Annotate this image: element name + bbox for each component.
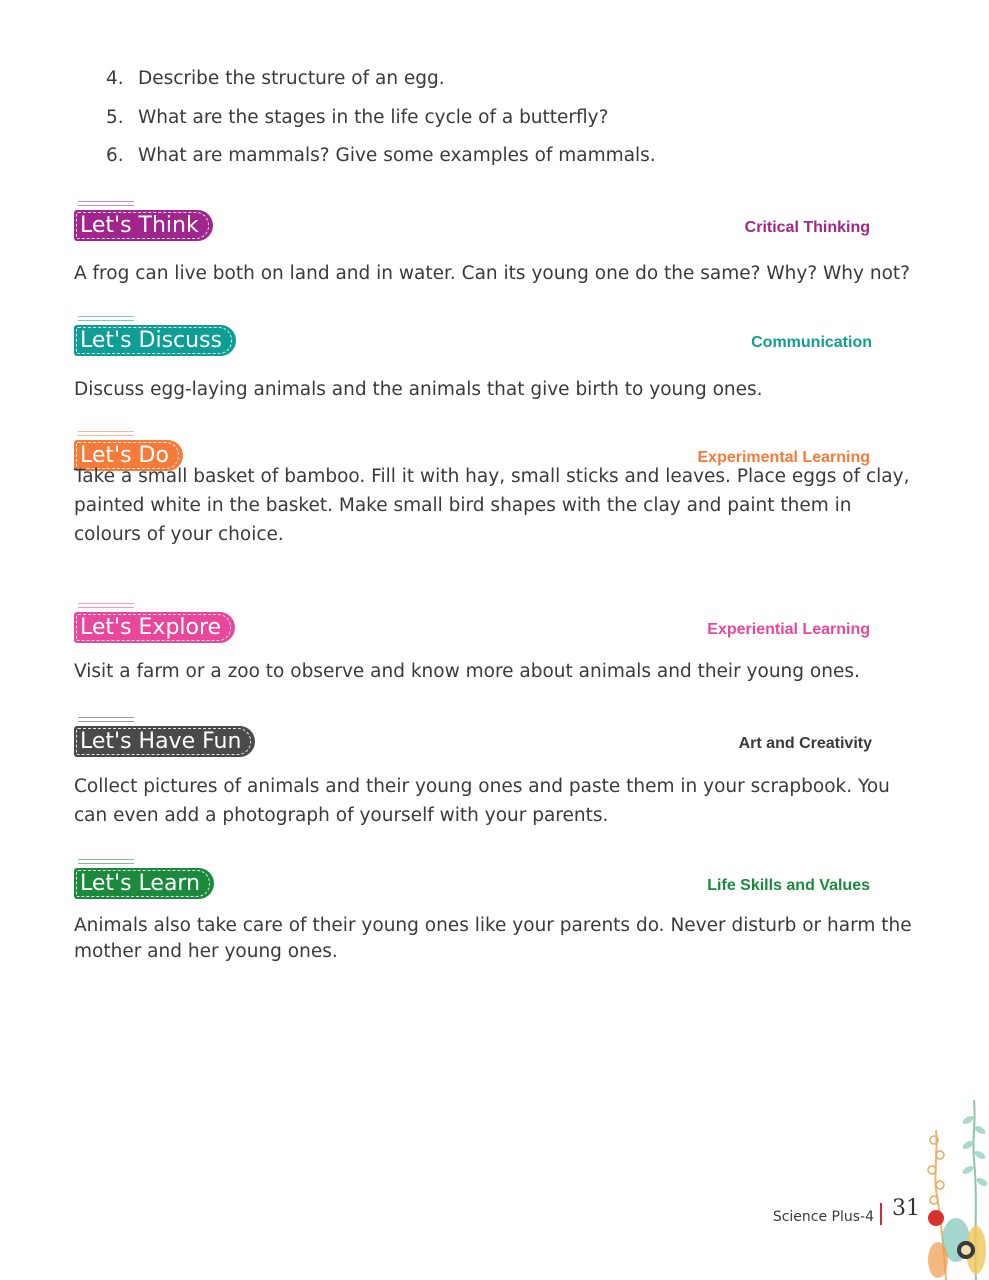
skill-label: Art and Creativity — [738, 735, 872, 752]
skill-label: Life Skills and Values — [707, 877, 870, 894]
section-tag: Let's Learn — [74, 868, 214, 899]
book-title: Science Plus-4 — [772, 1209, 874, 1225]
question-item: 4. Describe the structure of an egg. — [106, 68, 445, 89]
section-text: Collect pictures of animals and their young ones and paste them in your scrapbook. You can even add a photograph of yourself with your parents. — [74, 776, 890, 826]
section-tag: Let's Do — [74, 440, 183, 471]
skill-label: Critical Thinking — [744, 219, 870, 236]
question-list — [106, 68, 656, 184]
section-text: Discuss egg-laying animals and the animals that give birth to young ones. — [74, 379, 763, 400]
section-text: Take a small basket of bamboo. Fill it with hay, small sticks and leaves. Place eggs of clay, painted white in the basket. Make small bird shapes with the clay and paint them in colours of your choice. — [74, 466, 910, 545]
section-tag: Let's Have Fun — [74, 726, 255, 757]
section-text: Visit a farm or a zoo to observe and know more about animals and their young ones. — [74, 661, 860, 682]
page-number: 31 — [892, 1196, 920, 1221]
section-text: A frog can live both on land and in water. Can its young one do the same? Why? Why not? — [74, 263, 910, 284]
skill-label: Communication — [751, 334, 872, 351]
section-tag: Let's Explore — [74, 612, 235, 643]
section-text: Animals also take care of their young ones like your parents do. Never disturb or harm the mother and her young ones. — [74, 915, 912, 962]
footer-divider — [880, 1203, 882, 1225]
section-tag: Let's Discuss — [74, 325, 236, 356]
question-item: 6. What are mammals? Give some examples of mammals. — [106, 145, 656, 166]
section-tag: Let's Think — [74, 210, 213, 241]
question-item: 5. What are the stages in the life cycle of a butterfly? — [106, 106, 609, 128]
skill-label: Experimental Learning — [697, 449, 870, 466]
floral-decoration-icon — [916, 1100, 989, 1280]
skill-label: Experiential Learning — [707, 621, 870, 638]
